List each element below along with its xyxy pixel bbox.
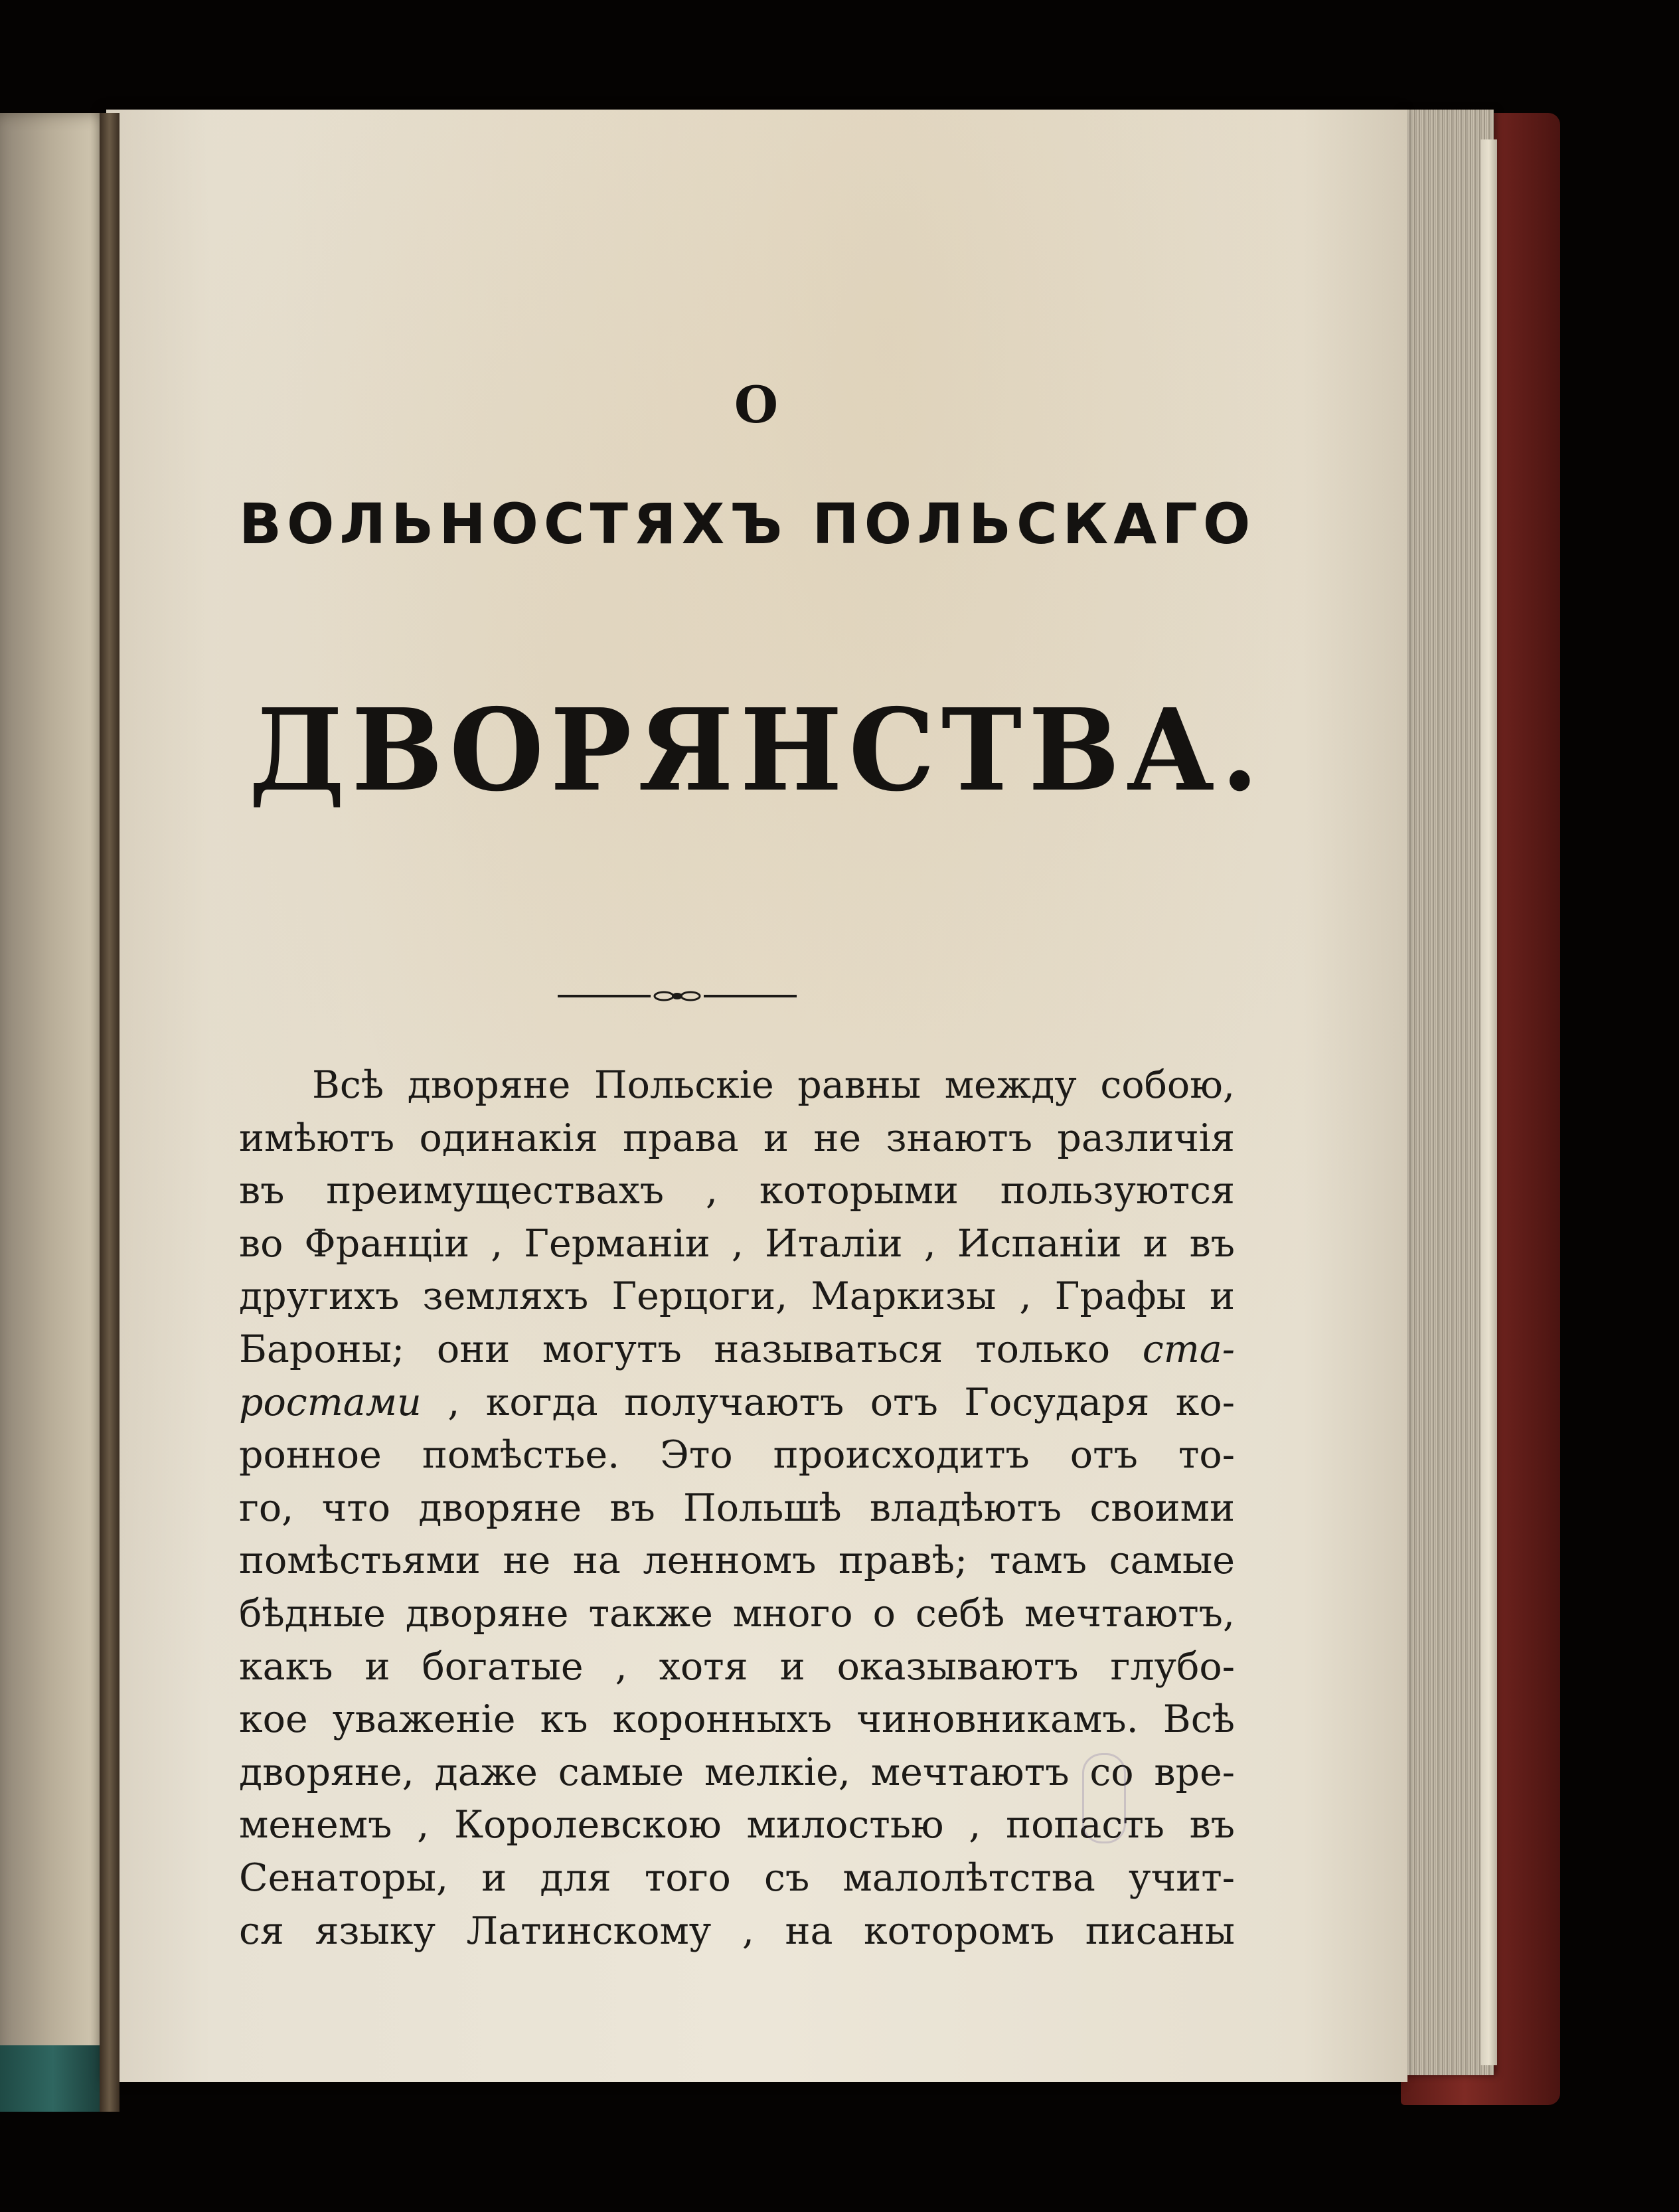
text-line: Сенаторы, и для того съ малолѣтства учит-: [239, 1855, 1235, 1900]
book-page: [106, 110, 1407, 2082]
text-run: , когда получаютъ отъ Государя ко-: [421, 1380, 1235, 1424]
text-line: ронное помѣстье. Это происходитъ отъ то-: [239, 1433, 1235, 1478]
text-line: какъ и богатые , хотя и оказываютъ глубо-: [239, 1644, 1235, 1689]
spine-cloth: [0, 2045, 106, 2112]
text-line: дворяне, даже самые мелкіе, мечтаютъ со вре-: [239, 1750, 1235, 1794]
text-line: го, что дворяне въ Польшѣ владѣютъ своими: [239, 1486, 1235, 1530]
book-gutter: [100, 113, 120, 2112]
italic-word: ста-: [1142, 1327, 1235, 1371]
left-page-edge: [0, 113, 113, 2108]
text-line: во Франціи , Германіи , Италіи , Испаніи и въ: [239, 1221, 1235, 1266]
text-line: кое уваженіе къ коронныхъ чиновникамъ. Всѣ: [239, 1697, 1235, 1742]
text-line: [239, 1323, 1235, 1377]
title-line-3: ДВОРЯНСТВА.: [248, 684, 1265, 817]
text-line: имѣютъ одинакія права и не знаютъ различія: [239, 1116, 1235, 1160]
text-line: бѣдные дворяне также много о себѣ мечтаютъ,: [239, 1591, 1235, 1636]
page-fore-edge: [1398, 110, 1494, 2075]
text-line: ся языку Латинскому , на которомъ писаны: [239, 1909, 1235, 1953]
text-line: [239, 1377, 1235, 1430]
title-line-2: ВОЛЬНОСТЯХЪ ПОЛЬСКАГО: [239, 491, 1256, 556]
library-stamp: [1082, 1753, 1126, 1843]
text-line: менемъ , Королевскою милостью , попасть въ: [239, 1803, 1235, 1847]
page-fore-edge-inner: [1480, 139, 1497, 2065]
text-line: помѣстьями не на ленномъ правѣ; тамъ самые: [239, 1539, 1235, 1583]
title-line-1: О: [734, 375, 780, 434]
ornament-divider: [558, 989, 797, 1003]
text-line: Всѣ дворяне Польскіе равны между собою,: [312, 1063, 1235, 1107]
text-line: въ преимуществахъ , которыми пользуются: [239, 1169, 1235, 1213]
italic-word: ростами: [239, 1380, 422, 1424]
text-run: Бароны; они могутъ называться только: [239, 1327, 1143, 1371]
text-line: другихъ земляхъ Герцоги, Маркизы , Графы и: [239, 1274, 1235, 1319]
